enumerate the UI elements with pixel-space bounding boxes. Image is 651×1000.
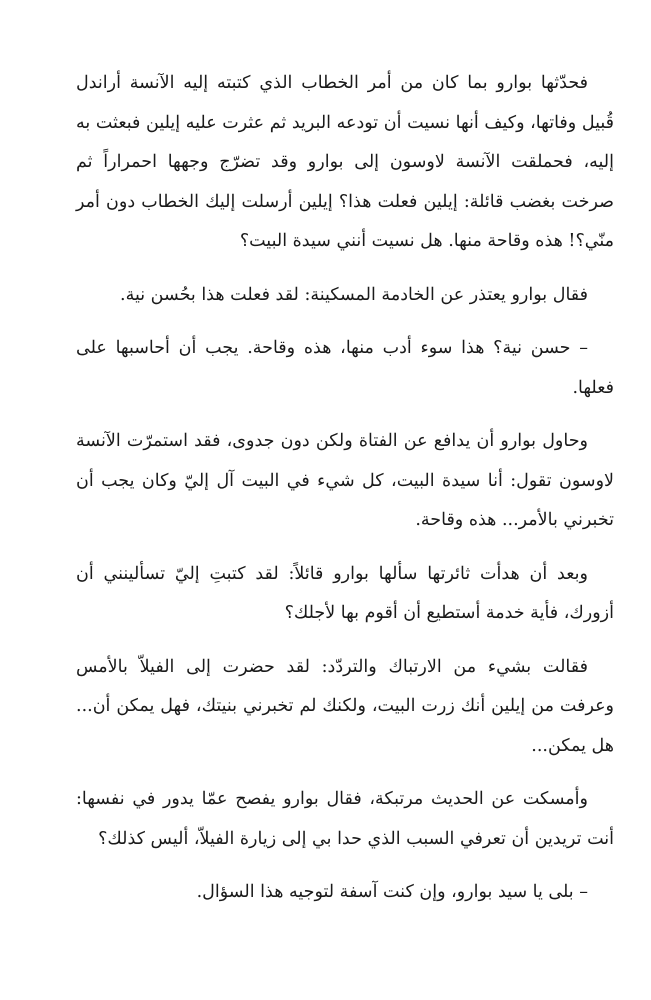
page-text (76, 64, 614, 927)
paragraph-3: – حسن نية؟ هذا سوء أدب منها، هذه وقاحة. يجب أن أحاسبها على فعلها. (76, 338, 614, 398)
paragraph-8: – بلى يا سيد بوارو، وإن كنت آسفة لتوجيه هذا السؤال. (196, 882, 588, 902)
paragraph-7: وأمسكت عن الحديث مرتبكة، فقال بوارو يفصح عمّا يدور في نفسها: أنت تريدين أن تعرفي السبب الذي حدا بي إلى زيارة الفيلاّ، أليس كذلك؟ (76, 789, 614, 849)
paragraph-6: فقالت بشيء من الارتباك والتردّد: لقد حضرت إلى الفيلاّ بالأمس وعرفت من إيلين أنك زرت البيت، ولكنك لم تخبرني بنيتك، فهل يمكن أن... هل يمكن... (76, 656, 614, 756)
paragraph-2: فقال بوارو يعتذر عن الخادمة المسكينة: لقد فعلت هذا بحُسن نية. (120, 284, 588, 305)
paragraph-5: وبعد أن هدأت ثائرتها سألها بوارو قائلاً: لقد كتبتِ إليّ تسألينني أن أزورك، فأية خدمة أستطيع أن أقوم بها لأجلك؟ (76, 563, 614, 623)
paragraph-4: وحاول بوارو أن يدافع عن الفتاة ولكن دون جدوى، فقد استمرّت الآنسة لاوسون تقول: أنا سيدة البيت، كل شيء في البيت آل إليّ وكان يجب أن تخبرني بالأمر... هذه وقاحة. (76, 431, 614, 530)
paragraph-1: فحدّثها بوارو بما كان من أمر الخطاب الذي كتبته إليه الآنسة أراندل قُبيل وفاتها، وكيف أنها نسيت أن تودعه البريد ثم عثرت عليه إيلين فبعثت به إليه، فحملقت الآنسة لاوسون إلى بوارو وقد تضرّج وجهها احمراراً ثم صرخت بغضب قائلة: إيلين فعلت هذا؟ إيلين أرسلت إليك الخطاب دون أمر منّي؟! هذه وقاحة منها. هل نسيت أنني سيدة البيت؟ (76, 73, 614, 251)
